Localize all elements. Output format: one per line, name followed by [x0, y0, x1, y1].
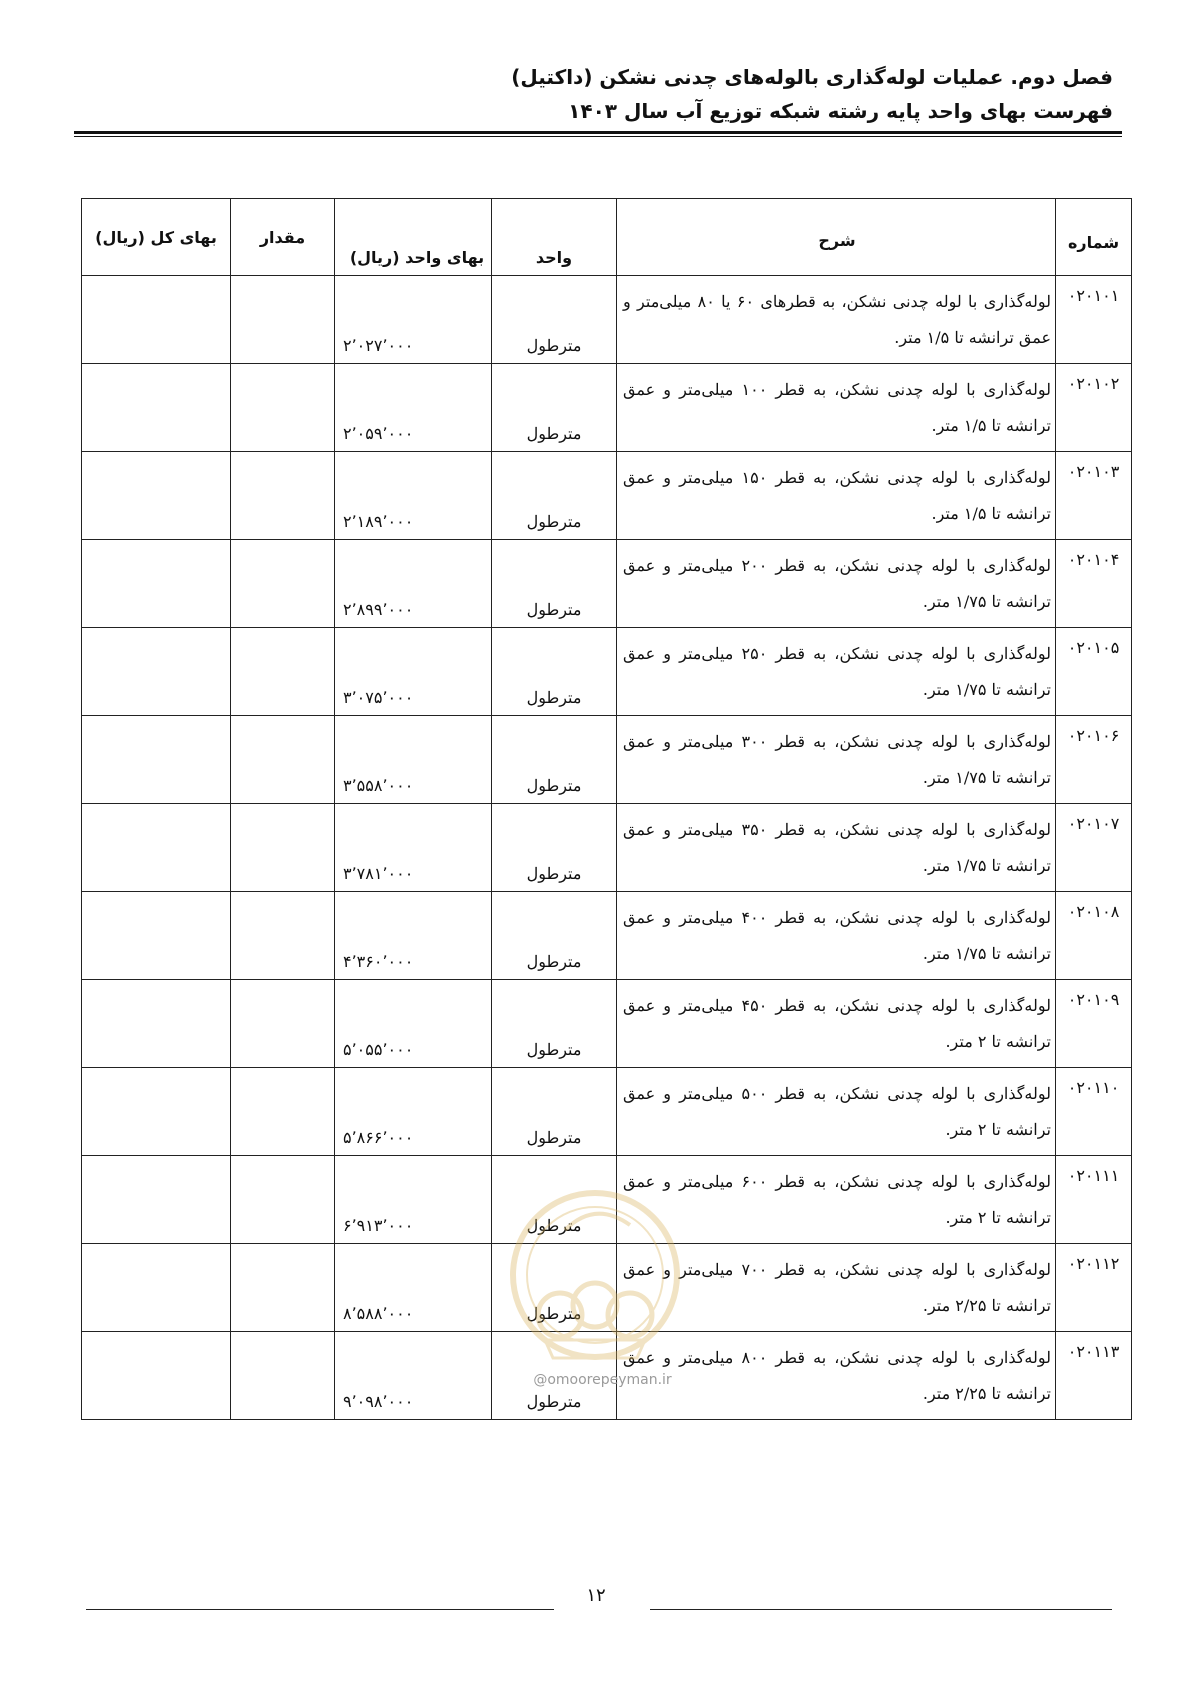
item-code: ۰۲۰۱۰۶	[1056, 716, 1132, 804]
table-header-row	[82, 199, 1132, 276]
watermark-site-text: @omoorepeyman.ir	[533, 1372, 672, 1388]
item-total-price	[82, 980, 231, 1068]
item-unit: مترطول	[492, 1332, 617, 1420]
item-total-price	[82, 1332, 231, 1420]
item-unit-price: ۳٬۵۵۸٬۰۰۰	[335, 716, 492, 804]
table-row	[82, 980, 1132, 1068]
table-row	[82, 540, 1132, 628]
price-list-title: فهرست بهای واحد پایه رشته شبکه توزیع آب سال ۱۴۰۳	[568, 99, 1113, 123]
item-quantity	[231, 1332, 335, 1420]
table-row	[82, 1244, 1132, 1332]
item-total-price	[82, 1244, 231, 1332]
table-row	[82, 804, 1132, 892]
item-quantity	[231, 804, 335, 892]
item-quantity	[231, 276, 335, 364]
item-description: لوله‌گذاری با لوله چدنی نشکن، به قطر ۱۰۰ میلی‌متر و عمق ترانشه تا ۱/۵ متر.	[617, 364, 1056, 452]
item-unit: مترطول	[492, 892, 617, 980]
item-total-price	[82, 452, 231, 540]
item-quantity	[231, 716, 335, 804]
price-table	[81, 198, 1132, 1420]
footer-rule-left	[86, 1609, 554, 1610]
item-unit: مترطول	[492, 804, 617, 892]
item-code: ۰۲۰۱۰۲	[1056, 364, 1132, 452]
item-total-price	[82, 276, 231, 364]
item-description: لوله‌گذاری با لوله چدنی نشکن، به قطر ۴۵۰ میلی‌متر و عمق ترانشه تا ۲ متر.	[617, 980, 1056, 1068]
item-unit-price: ۲٬۸۹۹٬۰۰۰	[335, 540, 492, 628]
item-unit-price: ۵٬۸۶۶٬۰۰۰	[335, 1068, 492, 1156]
col-header-quantity: مقدار	[231, 199, 335, 276]
item-unit-price: ۴٬۳۶۰٬۰۰۰	[335, 892, 492, 980]
item-code: ۰۲۰۱۰۵	[1056, 628, 1132, 716]
item-description: لوله‌گذاری با لوله چدنی نشکن، به قطر ۴۰۰ میلی‌متر و عمق ترانشه تا ۱/۷۵ متر.	[617, 892, 1056, 980]
item-unit-price: ۳٬۷۸۱٬۰۰۰	[335, 804, 492, 892]
item-unit: مترطول	[492, 980, 617, 1068]
item-quantity	[231, 980, 335, 1068]
item-quantity	[231, 1156, 335, 1244]
col-header-unit: واحد	[492, 199, 617, 276]
footer-rule-right	[650, 1609, 1112, 1610]
chapter-title: فصل دوم. عملیات لوله‌گذاری بالوله‌های چدنی نشکن (داکتیل)	[511, 65, 1113, 89]
item-unit-price: ۲٬۱۸۹٬۰۰۰	[335, 452, 492, 540]
item-code: ۰۲۰۱۰۴	[1056, 540, 1132, 628]
item-total-price	[82, 892, 231, 980]
item-total-price	[82, 364, 231, 452]
item-description: لوله‌گذاری با لوله چدنی نشکن، به قطر ۸۰۰ میلی‌متر و عمق ترانشه تا ۲/۲۵ متر.	[617, 1332, 1056, 1420]
item-unit-price: ۳٬۰۷۵٬۰۰۰	[335, 628, 492, 716]
header-rule-thin	[74, 136, 1122, 137]
item-description: لوله‌گذاری با لوله چدنی نشکن، به قطر ۱۵۰ میلی‌متر و عمق ترانشه تا ۱/۵ متر.	[617, 452, 1056, 540]
item-description: لوله‌گذاری با لوله چدنی نشکن، به قطر ۷۰۰ میلی‌متر و عمق ترانشه تا ۲/۲۵ متر.	[617, 1244, 1056, 1332]
item-code: ۰۲۰۱۱۱	[1056, 1156, 1132, 1244]
item-unit-price: ۹٬۰۹۸٬۰۰۰	[335, 1332, 492, 1420]
col-header-unit-price: بهای واحد (ریال)	[335, 199, 492, 276]
item-unit: مترطول	[492, 452, 617, 540]
item-total-price	[82, 628, 231, 716]
item-unit: مترطول	[492, 1244, 617, 1332]
header-rule-thick	[74, 131, 1122, 134]
item-unit: مترطول	[492, 628, 617, 716]
item-description: لوله‌گذاری با لوله چدنی نشکن، به قطرهای ۶۰ یا ۸۰ میلی‌متر و عمق ترانشه تا ۱/۵ متر.	[617, 276, 1056, 364]
item-unit: مترطول	[492, 716, 617, 804]
item-unit: مترطول	[492, 1068, 617, 1156]
item-unit-price: ۸٬۵۸۸٬۰۰۰	[335, 1244, 492, 1332]
table-row	[82, 1068, 1132, 1156]
item-unit-price: ۲٬۰۵۹٬۰۰۰	[335, 364, 492, 452]
item-unit: مترطول	[492, 276, 617, 364]
item-code: ۰۲۰۱۰۹	[1056, 980, 1132, 1068]
item-unit: مترطول	[492, 1156, 617, 1244]
table-row	[82, 716, 1132, 804]
item-description: لوله‌گذاری با لوله چدنی نشکن، به قطر ۳۰۰ میلی‌متر و عمق ترانشه تا ۱/۷۵ متر.	[617, 716, 1056, 804]
item-code: ۰۲۰۱۱۰	[1056, 1068, 1132, 1156]
item-quantity	[231, 540, 335, 628]
page-number: ۱۲	[586, 1585, 606, 1606]
item-total-price	[82, 716, 231, 804]
item-description: لوله‌گذاری با لوله چدنی نشکن، به قطر ۳۵۰ میلی‌متر و عمق ترانشه تا ۱/۷۵ متر.	[617, 804, 1056, 892]
item-unit-price: ۶٬۹۱۳٬۰۰۰	[335, 1156, 492, 1244]
item-quantity	[231, 452, 335, 540]
item-total-price	[82, 1068, 231, 1156]
item-code: ۰۲۰۱۰۷	[1056, 804, 1132, 892]
item-quantity	[231, 628, 335, 716]
col-header-description: شرح	[617, 199, 1056, 276]
col-header-total-price: بهای کل (ریال)	[82, 199, 231, 276]
item-unit: مترطول	[492, 540, 617, 628]
item-unit-price: ۲٬۰۲۷٬۰۰۰	[335, 276, 492, 364]
item-description: لوله‌گذاری با لوله چدنی نشکن، به قطر ۲۵۰ میلی‌متر و عمق ترانشه تا ۱/۷۵ متر.	[617, 628, 1056, 716]
item-code: ۰۲۰۱۰۸	[1056, 892, 1132, 980]
item-total-price	[82, 1156, 231, 1244]
item-code: ۰۲۰۱۱۲	[1056, 1244, 1132, 1332]
item-code: ۰۲۰۱۰۳	[1056, 452, 1132, 540]
table-row	[82, 1156, 1132, 1244]
table-row	[82, 364, 1132, 452]
table-row	[82, 628, 1132, 716]
item-total-price	[82, 804, 231, 892]
item-description: لوله‌گذاری با لوله چدنی نشکن، به قطر ۶۰۰ میلی‌متر و عمق ترانشه تا ۲ متر.	[617, 1156, 1056, 1244]
item-description: لوله‌گذاری با لوله چدنی نشکن، به قطر ۲۰۰ میلی‌متر و عمق ترانشه تا ۱/۷۵ متر.	[617, 540, 1056, 628]
item-unit-price: ۵٬۰۵۵٬۰۰۰	[335, 980, 492, 1068]
item-description: لوله‌گذاری با لوله چدنی نشکن، به قطر ۵۰۰ میلی‌متر و عمق ترانشه تا ۲ متر.	[617, 1068, 1056, 1156]
item-quantity	[231, 1068, 335, 1156]
item-unit: مترطول	[492, 364, 617, 452]
item-total-price	[82, 540, 231, 628]
table-row	[82, 892, 1132, 980]
item-quantity	[231, 1244, 335, 1332]
item-quantity	[231, 892, 335, 980]
col-header-code: شماره	[1056, 199, 1132, 276]
page-header	[73, 60, 1113, 128]
item-quantity	[231, 364, 335, 452]
table-row	[82, 452, 1132, 540]
item-code: ۰۲۰۱۱۳	[1056, 1332, 1132, 1420]
item-code: ۰۲۰۱۰۱	[1056, 276, 1132, 364]
table-row	[82, 276, 1132, 364]
